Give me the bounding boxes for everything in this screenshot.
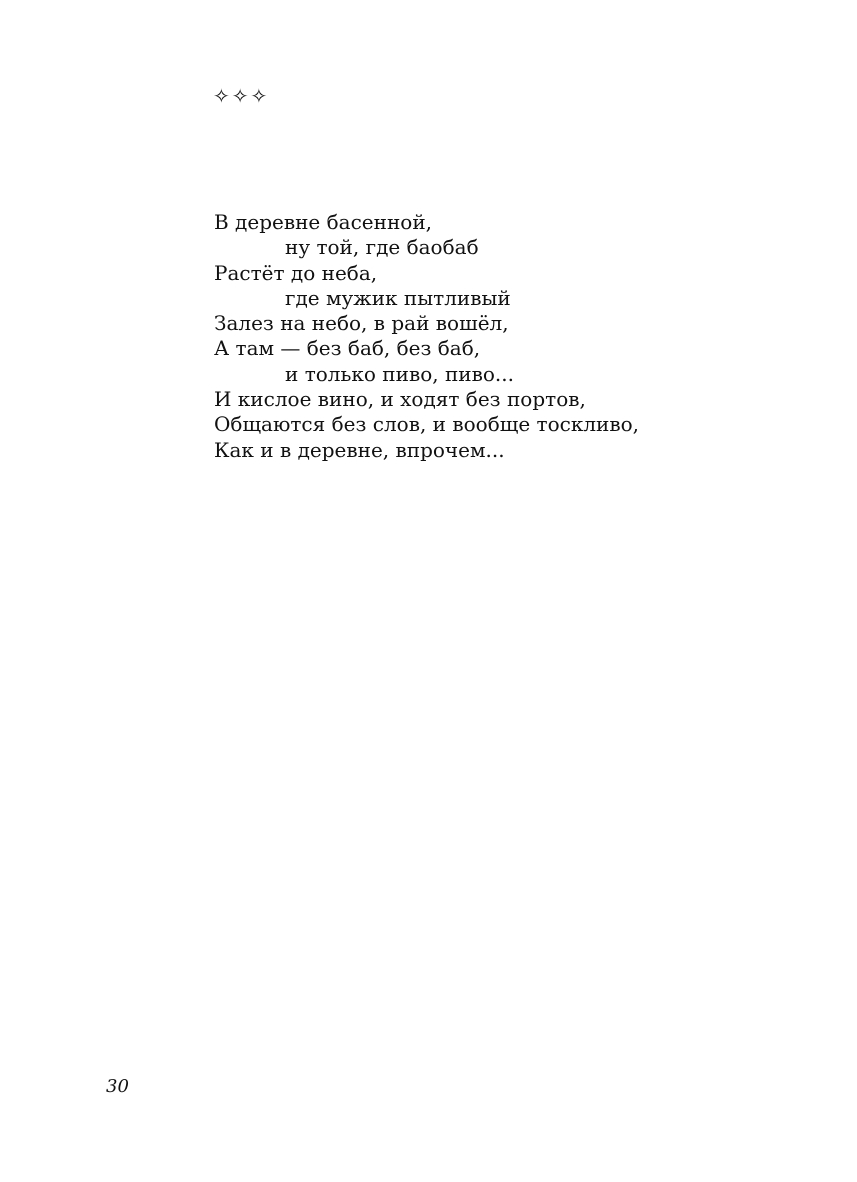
poem-line: Растёт до неба, xyxy=(214,260,378,285)
section-ornament: ✧✧✧ xyxy=(213,84,270,108)
poem-line: А там — без баб, без баб, xyxy=(214,336,481,361)
poem-line: Общаются без слов, и вообще тоскливо, xyxy=(214,412,640,437)
poem-line: И кислое вино, и ходят без портов, xyxy=(214,387,586,412)
page-number: 30 xyxy=(106,1076,129,1097)
poem-line: ну той, где баобаб xyxy=(285,235,479,260)
poem-line: В деревне басенной, xyxy=(214,210,433,234)
poem-line: и только пиво, пиво... xyxy=(285,361,514,386)
poem xyxy=(214,210,639,463)
poem-line: Залез на небо, в рай вошёл, xyxy=(214,311,509,336)
poem-line: где мужик пытливый xyxy=(285,285,511,310)
poem-line: Как и в деревне, впрочем... xyxy=(214,437,505,462)
